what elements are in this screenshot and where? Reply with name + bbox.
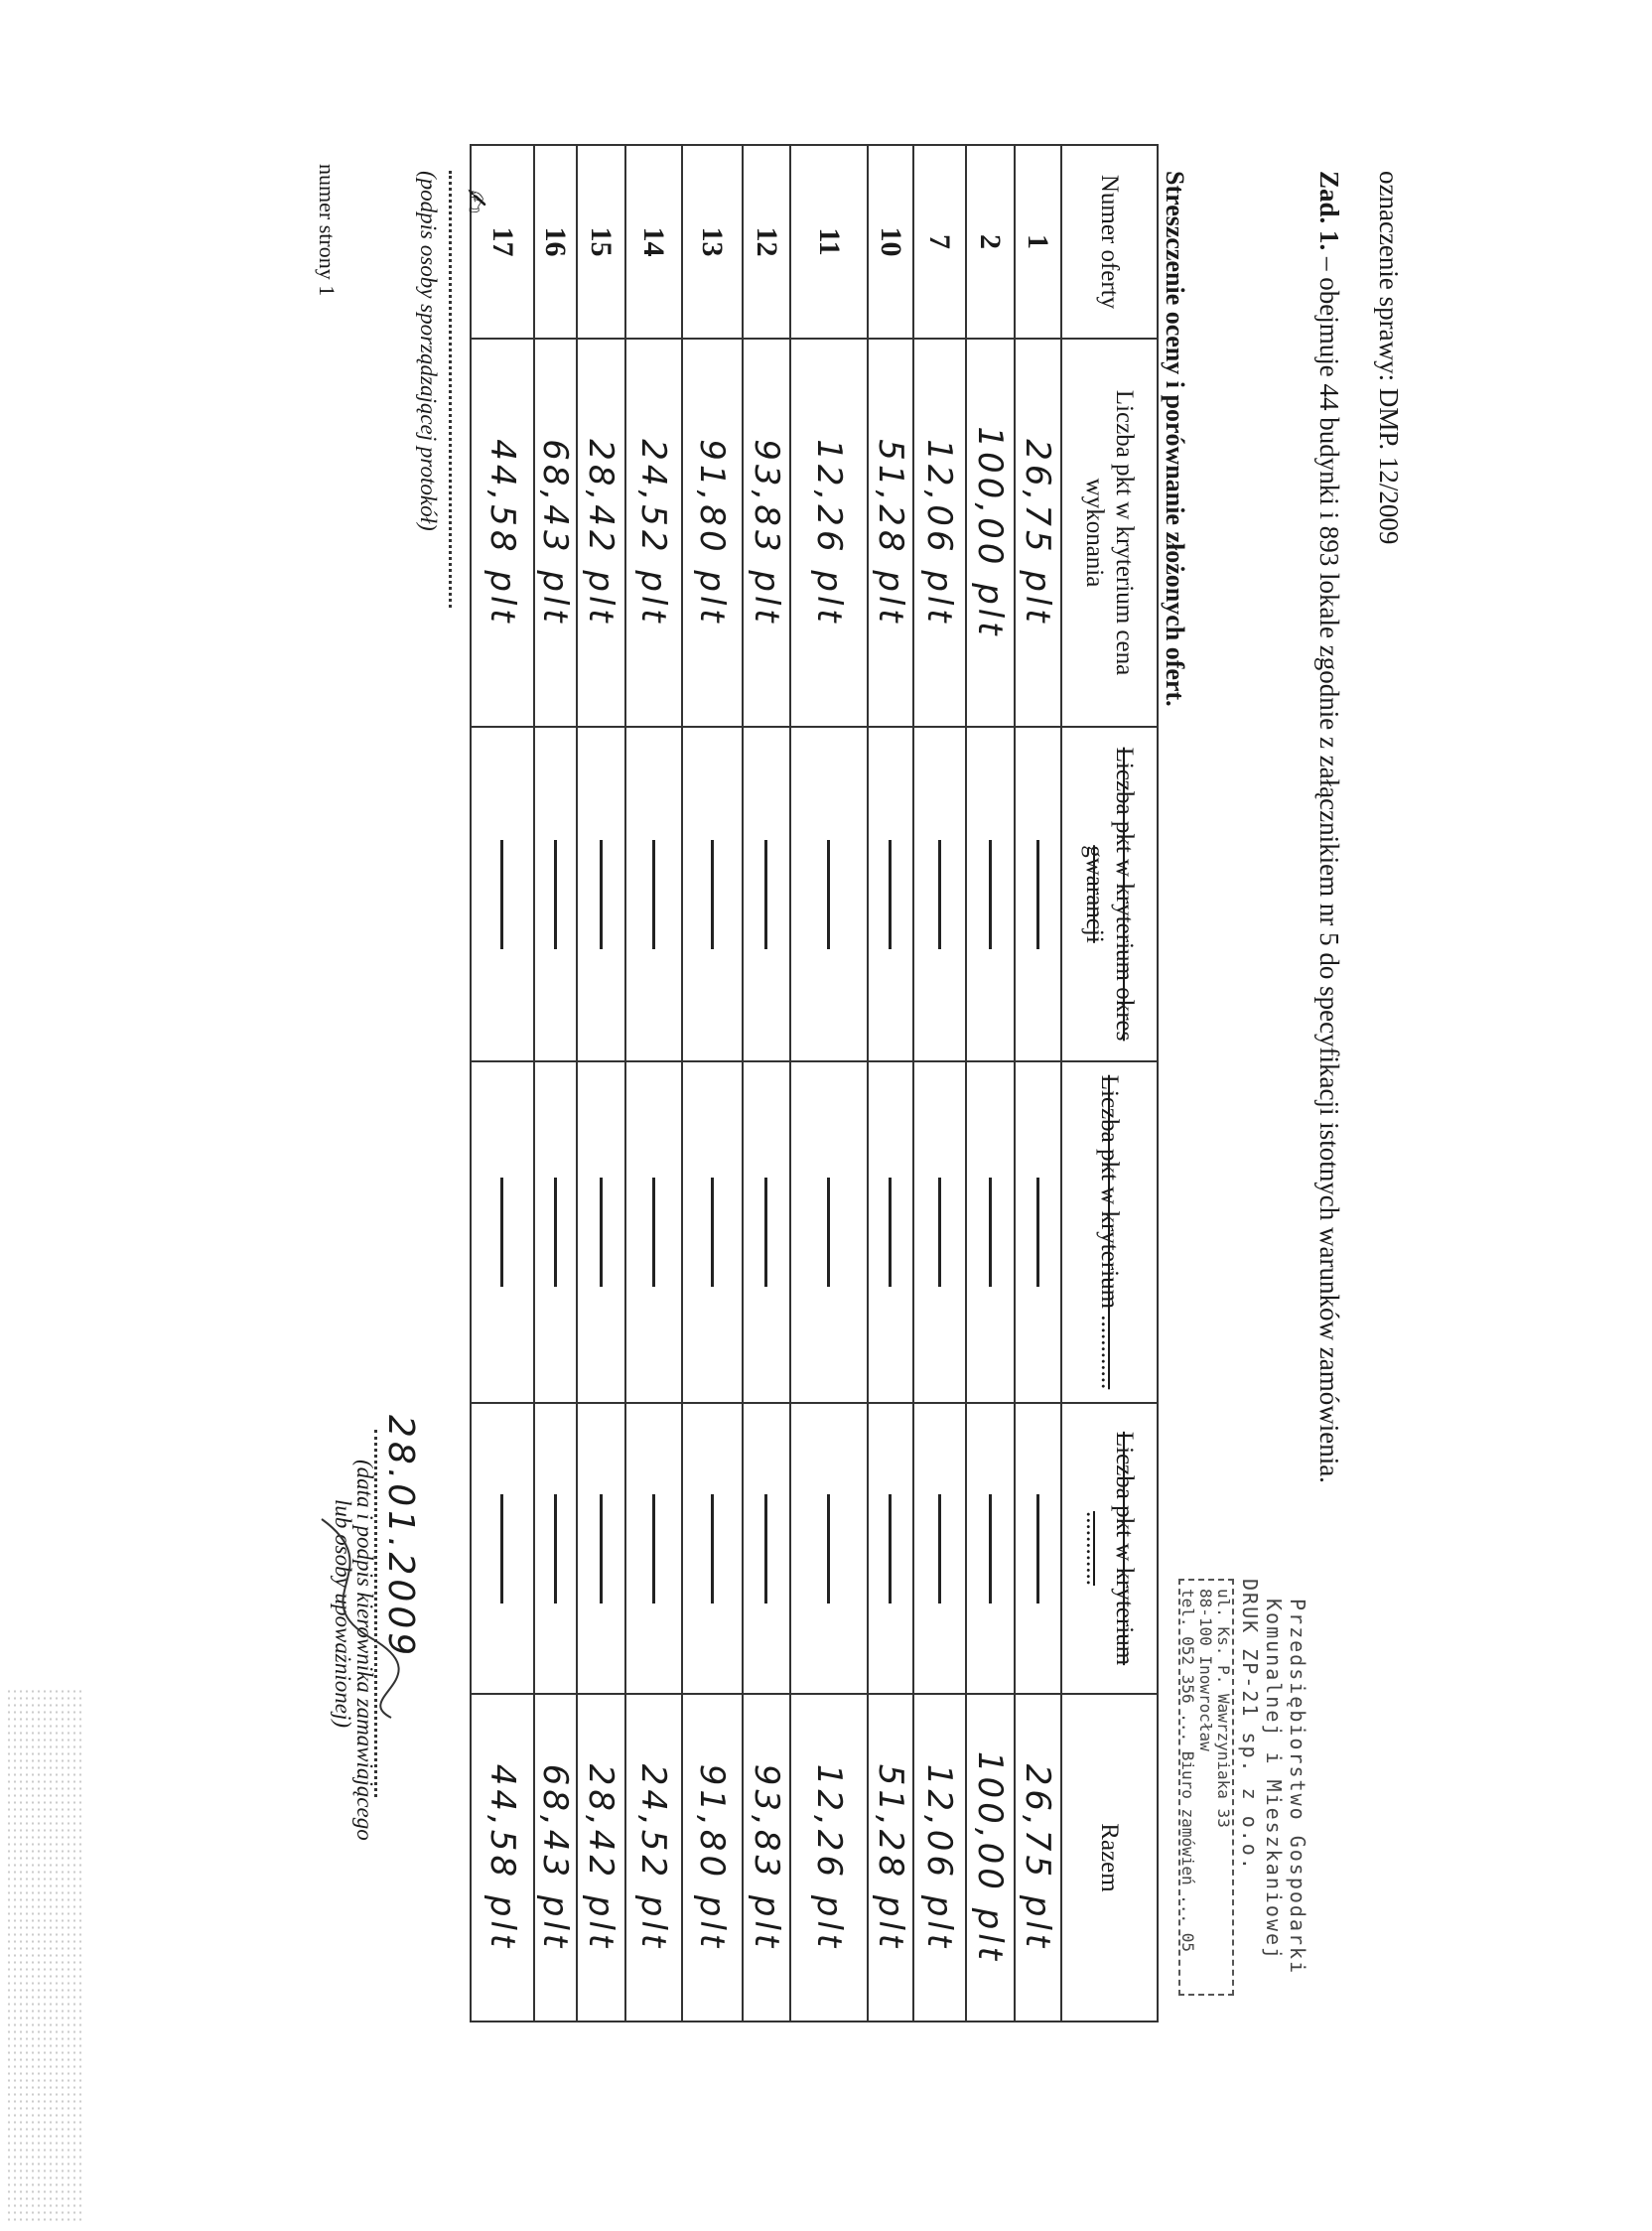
- criterion-points-cell: [868, 1061, 913, 1403]
- criterion-points-cell: [868, 1403, 913, 1694]
- criterion-points-cell: [534, 1403, 577, 1694]
- header-criterion-points: Liczba pkt w kryterium ............: [1061, 1403, 1158, 1694]
- price-points-cell: 44,58 plt: [471, 339, 534, 727]
- criterion-points-cell: [966, 1403, 1015, 1694]
- dash-mark: [652, 1178, 655, 1287]
- criterion-points-cell: [913, 1061, 966, 1403]
- table-row: [790, 145, 868, 2022]
- table-row: [534, 145, 577, 2022]
- dash-mark: [1036, 1494, 1039, 1604]
- offer-number-cell: 1: [1015, 145, 1061, 339]
- dash-mark: [500, 1178, 503, 1287]
- price-points-cell: 91,80 plt: [682, 339, 743, 727]
- total-points-cell: 93,83 plt: [743, 1694, 790, 2022]
- header-criterion-points: Liczba pkt w kryterium ............: [1061, 1061, 1158, 1403]
- criterion-points-cell: [625, 1061, 682, 1403]
- criterion-points-cell: [625, 1403, 682, 1694]
- total-points-cell: 24,52 plt: [625, 1694, 682, 2022]
- total-points-cell: 28,42 plt: [577, 1694, 625, 2022]
- criterion-points-cell: [790, 1061, 868, 1403]
- criterion-points-cell: [743, 1403, 790, 1694]
- header-price-points: Liczba pkt w kryterium cena wykonania: [1061, 339, 1158, 727]
- header-total: Razem: [1061, 1694, 1158, 2022]
- warranty-points-cell: [577, 727, 625, 1061]
- offer-number-cell: 11: [790, 145, 868, 339]
- dash-mark: [764, 840, 767, 949]
- dash-mark: [764, 1178, 767, 1287]
- total-points-cell: 68,43 plt: [534, 1694, 577, 2022]
- criterion-points-cell: [913, 1403, 966, 1694]
- dash-mark: [1036, 1178, 1039, 1287]
- price-points-cell: 26,75 plt: [1015, 339, 1061, 727]
- price-points-cell: 100,00 plt: [966, 339, 1015, 727]
- dash-mark: [827, 840, 830, 949]
- task-label: Zad. 1.: [1314, 171, 1344, 251]
- total-points-cell: 12,06 plt: [913, 1694, 966, 2022]
- preparer-caption: (podpis osoby sporządzającej protokół): [416, 171, 441, 531]
- dash-mark: [711, 1178, 714, 1287]
- table-row: [868, 145, 913, 2022]
- offer-number-cell: 17: [471, 145, 534, 339]
- dash-mark: [500, 840, 503, 949]
- dash-mark: [652, 1494, 655, 1604]
- warranty-points-cell: [913, 727, 966, 1061]
- offer-number-cell: 7: [913, 145, 966, 339]
- price-points-cell: 51,28 plt: [868, 339, 913, 727]
- dash-mark: [989, 1494, 992, 1604]
- dash-mark: [989, 840, 992, 949]
- preparer-signature: ✍: [458, 189, 492, 218]
- dash-mark: [554, 1178, 557, 1287]
- dash-mark: [500, 1494, 503, 1604]
- price-points-cell: 68,43 plt: [534, 339, 577, 727]
- approver-caption-2: lub osoby upoważnionej): [331, 1499, 355, 1728]
- price-points-cell: 28,42 plt: [577, 339, 625, 727]
- offer-number-cell: 16: [534, 145, 577, 339]
- criterion-points-cell: [471, 1403, 534, 1694]
- offer-number-cell: 15: [577, 145, 625, 339]
- criterion-points-cell: [966, 1061, 1015, 1403]
- offers-table: [470, 144, 1159, 2022]
- dash-mark: [827, 1494, 830, 1604]
- warranty-points-cell: [868, 727, 913, 1061]
- stamp-line: DRUK ZP-21 sp. z o.o.: [1238, 1579, 1262, 1872]
- table-row: [471, 145, 534, 2022]
- offer-number-cell: 14: [625, 145, 682, 339]
- table-row: [625, 145, 682, 2022]
- table-row: [1015, 145, 1061, 2022]
- warranty-points-cell: [471, 727, 534, 1061]
- total-points-cell: 12,26 plt: [790, 1694, 868, 2022]
- dash-mark: [1036, 840, 1039, 949]
- criterion-points-cell: [471, 1061, 534, 1403]
- total-points-cell: 51,28 plt: [868, 1694, 913, 2022]
- table-caption: Streszczenie oceny i porównanie złożonych ofert.: [1161, 171, 1189, 707]
- criterion-points-cell: [790, 1403, 868, 1694]
- offer-number-cell: 13: [682, 145, 743, 339]
- preparer-signature-line: [449, 171, 452, 608]
- dash-mark: [938, 840, 941, 949]
- warranty-points-cell: [743, 727, 790, 1061]
- stamp-box-line: ul. Ks. P. Wawrzyniaka 33: [1214, 1589, 1233, 1828]
- task-description: [1313, 171, 1344, 1483]
- stamp-box-line: 88-100 Inowrocław: [1196, 1589, 1215, 1751]
- total-points-cell: 26,75 plt: [1015, 1694, 1061, 2022]
- table-header-row: [1061, 145, 1158, 2022]
- stamp-line: Przedsiębiorstwo Gospodarki: [1286, 1599, 1309, 1976]
- table-row: [913, 145, 966, 2022]
- table-row: [743, 145, 790, 2022]
- stamp-box-line: tel. 052 356 ... Biuro zamówień ... 05: [1178, 1589, 1197, 1953]
- warranty-points-cell: [1015, 727, 1061, 1061]
- dash-mark: [600, 1178, 603, 1287]
- dash-mark: [938, 1178, 941, 1287]
- task-text: – obejmuje 44 budynki i 893 lokale zgodnie z załącznikiem nr 5 do specyfikacji istotnych warunków zamówienia.: [1314, 250, 1344, 1483]
- dash-mark: [554, 840, 557, 949]
- total-points-cell: 100,00 plt: [966, 1694, 1015, 2022]
- dash-mark: [938, 1494, 941, 1604]
- warranty-points-cell: [534, 727, 577, 1061]
- criterion-points-cell: [743, 1061, 790, 1403]
- price-points-cell: 93,83 plt: [743, 339, 790, 727]
- dash-mark: [889, 840, 892, 949]
- price-points-cell: 24,52 plt: [625, 339, 682, 727]
- dash-mark: [827, 1178, 830, 1287]
- header-offer-number: Numer oferty: [1061, 145, 1158, 339]
- dash-mark: [652, 840, 655, 949]
- approver-caption-1: (data i podpis kierownika zamawiającego: [352, 1460, 377, 1841]
- warranty-points-cell: [625, 727, 682, 1061]
- approver-signature: [292, 1509, 411, 1728]
- table-row: [577, 145, 625, 2022]
- table-row: [966, 145, 1015, 2022]
- dash-mark: [711, 1494, 714, 1604]
- scan-noise: [4, 1688, 83, 2224]
- table-row: [682, 145, 743, 2022]
- company-stamp: [1178, 1579, 1234, 1996]
- price-points-cell: 12,26 plt: [790, 339, 868, 727]
- dash-mark: [889, 1178, 892, 1287]
- warranty-points-cell: [966, 727, 1015, 1061]
- criterion-points-cell: [1015, 1061, 1061, 1403]
- criterion-points-cell: [1015, 1403, 1061, 1694]
- criterion-points-cell: [682, 1403, 743, 1694]
- dash-mark: [554, 1494, 557, 1604]
- price-points-cell: 12,06 plt: [913, 339, 966, 727]
- header-warranty-points: Liczba pkt w kryterium okres gwarancji: [1061, 727, 1158, 1061]
- offer-number-cell: 2: [966, 145, 1015, 339]
- case-reference: oznaczenie sprawy: DMP. 12/2009: [1374, 171, 1404, 545]
- total-points-cell: 91,80 plt: [682, 1694, 743, 2022]
- dash-mark: [600, 1494, 603, 1604]
- dash-mark: [989, 1178, 992, 1287]
- offer-number-cell: 10: [868, 145, 913, 339]
- approval-date: 28.01.2009: [380, 1415, 421, 1660]
- stamp-line: Komunalnej i Mieszkaniowej: [1262, 1599, 1286, 1962]
- criterion-points-cell: [534, 1061, 577, 1403]
- criterion-points-cell: [682, 1061, 743, 1403]
- dash-mark: [764, 1494, 767, 1604]
- page-number: numer strony 1: [315, 164, 340, 297]
- offer-number-cell: 12: [743, 145, 790, 339]
- dash-mark: [889, 1494, 892, 1604]
- warranty-points-cell: [790, 727, 868, 1061]
- warranty-points-cell: [682, 727, 743, 1061]
- dash-mark: [711, 840, 714, 949]
- criterion-points-cell: [577, 1403, 625, 1694]
- dash-mark: [600, 840, 603, 949]
- criterion-points-cell: [577, 1061, 625, 1403]
- total-points-cell: 44,58 plt: [471, 1694, 534, 2022]
